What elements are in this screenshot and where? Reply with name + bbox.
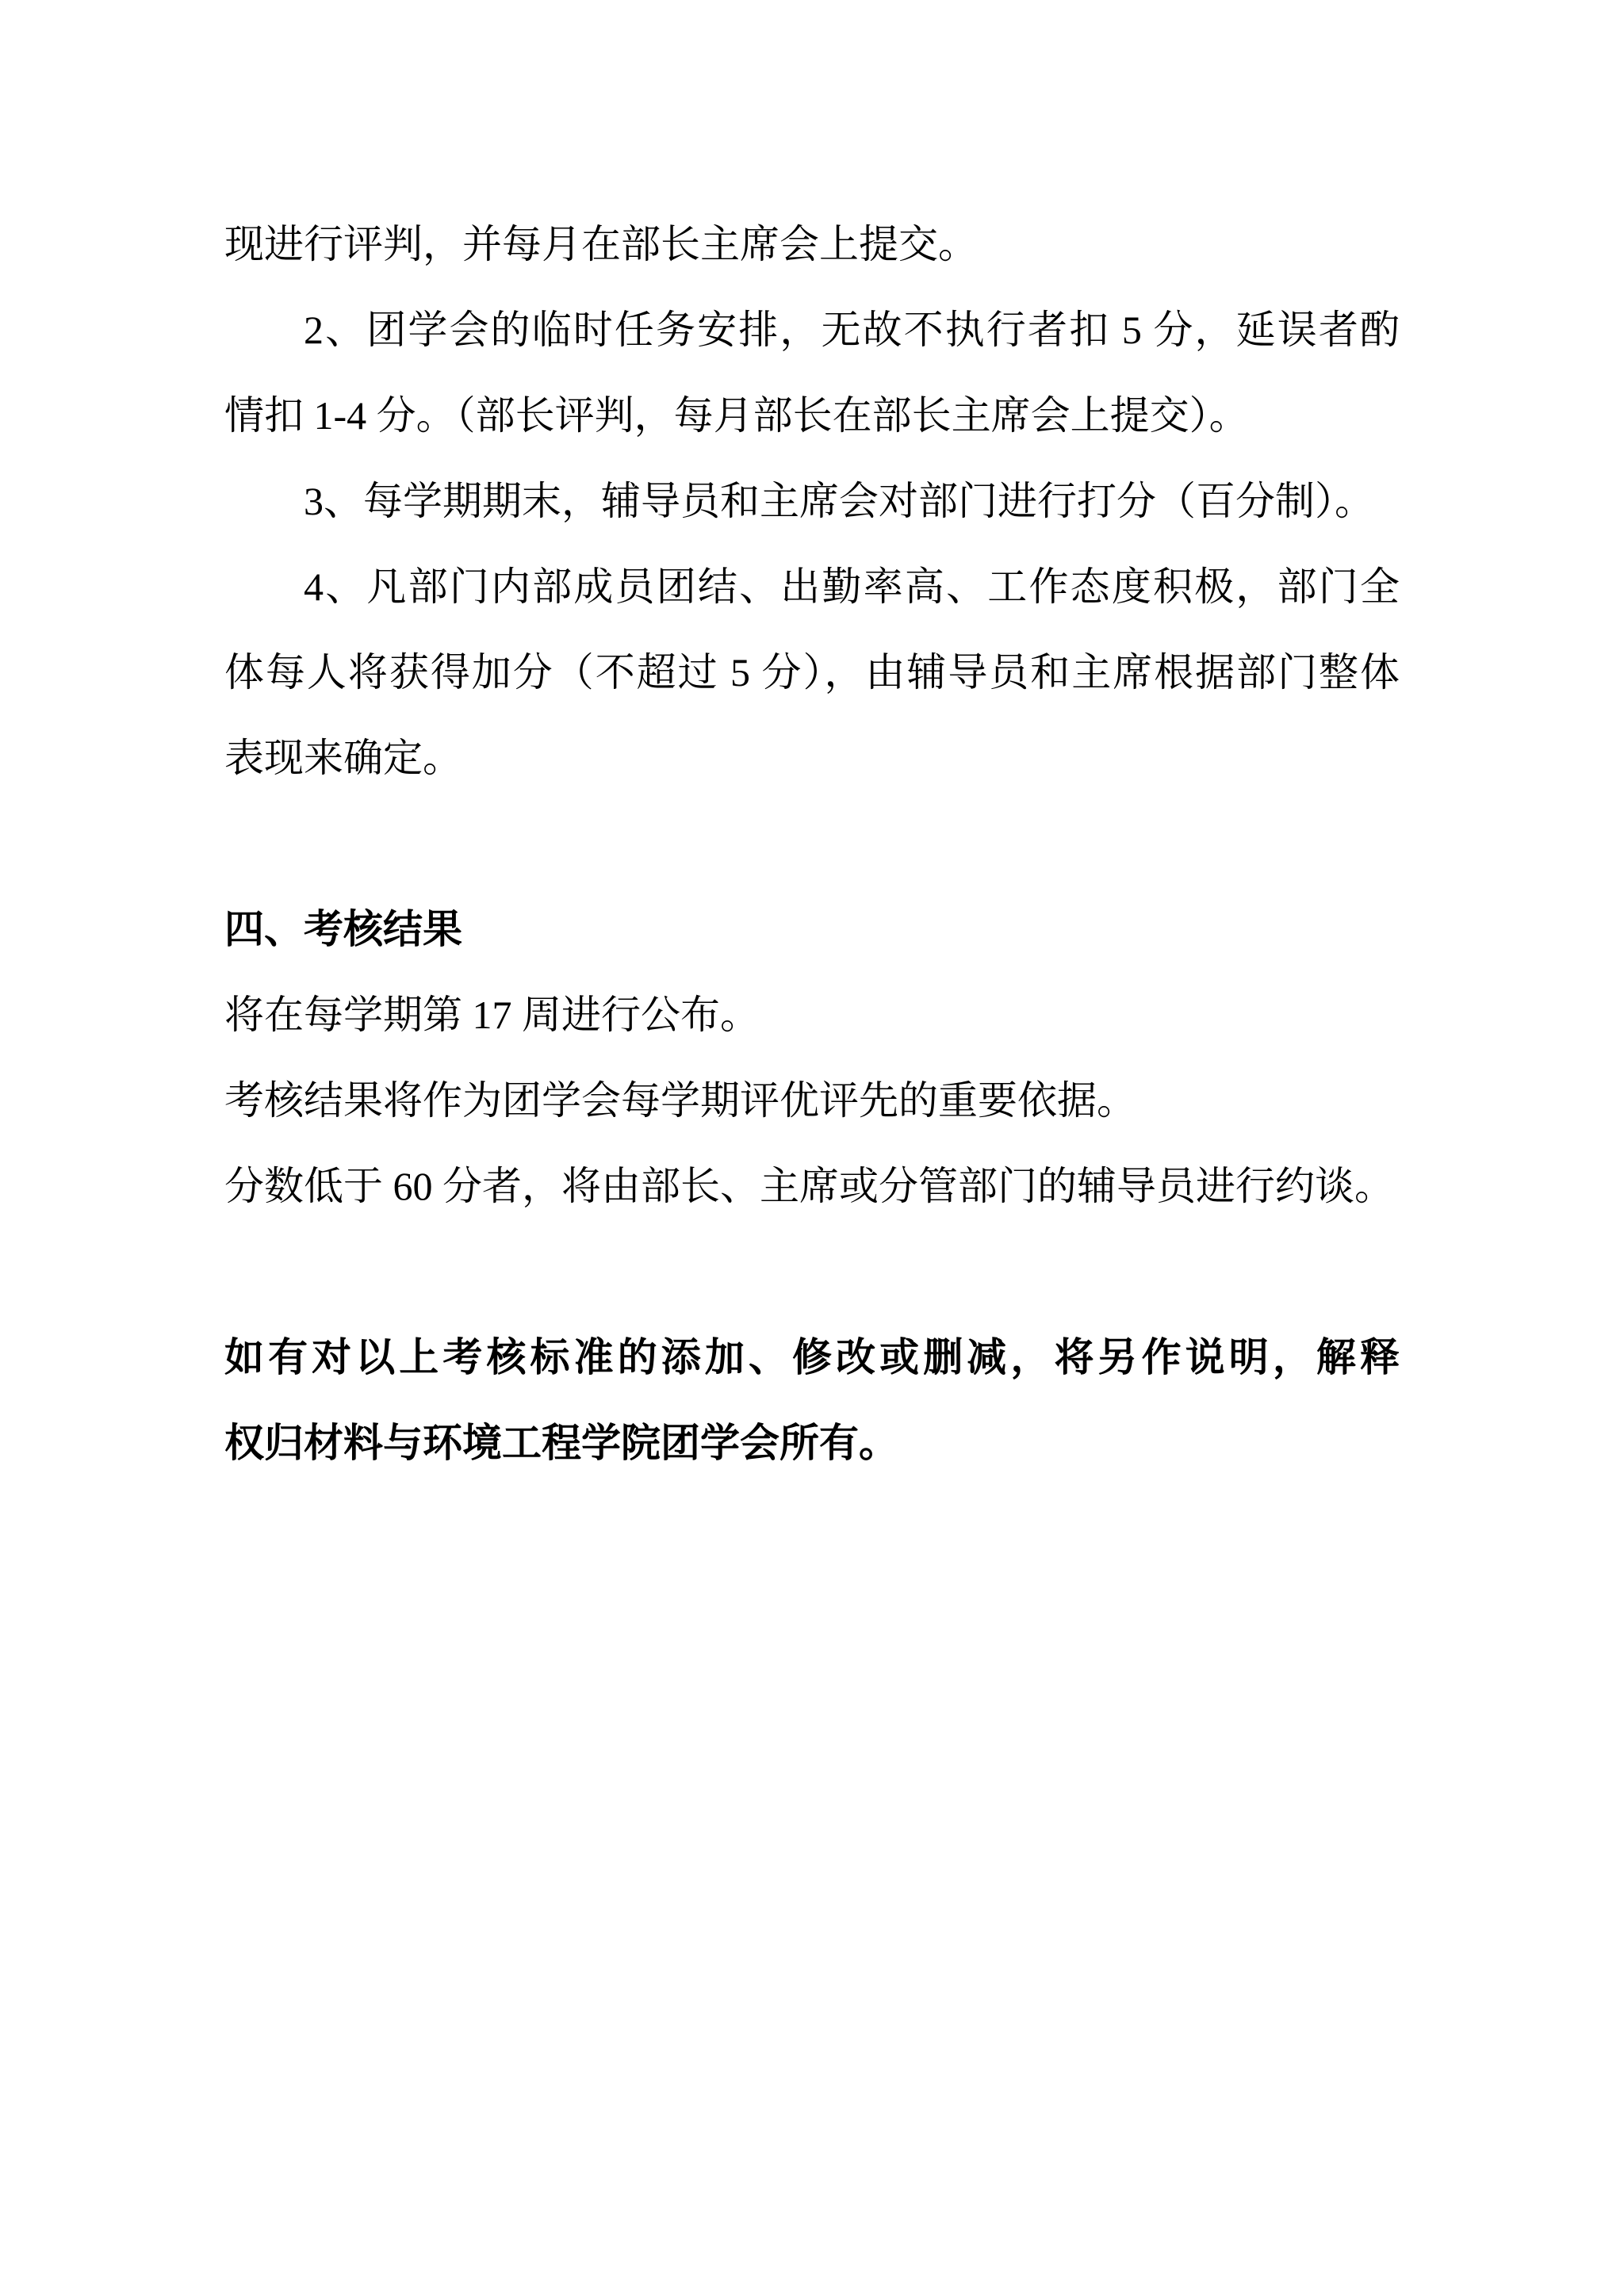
paragraph-result-basis bbox=[224, 1058, 1400, 1143]
text-line: 3、每学期期末，辅导员和主席会对部门进行打分（百分制）。 bbox=[304, 479, 1374, 523]
section-heading-4 bbox=[224, 886, 1400, 972]
text-line: 4、凡部门内部成员团结、出勤率高、工作态度积极，部门全 bbox=[304, 564, 1400, 609]
paragraph-result-interview bbox=[224, 1143, 1400, 1229]
text-line: 分数低于 60 分者，将由部长、主席或分管部门的辅导员进行约谈。 bbox=[224, 1164, 1394, 1208]
paragraph-continuation bbox=[224, 201, 1400, 287]
heading-text-line: 四、考核结果 bbox=[224, 907, 462, 951]
paragraph-result-publish bbox=[224, 972, 1400, 1058]
paragraph-item-2 bbox=[224, 287, 1400, 458]
blank-line bbox=[224, 1229, 1400, 1314]
paragraph-disclaimer bbox=[224, 1314, 1400, 1486]
blank-line bbox=[224, 801, 1400, 886]
text-line: 2、团学会的临时任务安排，无故不执行者扣 5 分，延误者酌 bbox=[304, 308, 1400, 352]
text-line: 如有对以上考核标准的添加、修改或删减，将另作说明，解释 bbox=[224, 1335, 1400, 1380]
paragraph-item-3 bbox=[224, 458, 1400, 544]
text-line: 体每人将获得加分（不超过 5 分），由辅导员和主席根据部门整体 bbox=[224, 650, 1400, 695]
document-body bbox=[224, 201, 1400, 1486]
text-line: 将在每学期第 17 周进行公布。 bbox=[224, 993, 760, 1037]
text-line: 情扣 1-4 分。（部长评判，每月部长在部长主席会上提交）。 bbox=[224, 393, 1249, 438]
paragraph-item-4 bbox=[224, 544, 1400, 801]
text-line: 考核结果将作为团学会每学期评优评先的重要依据。 bbox=[224, 1078, 1136, 1123]
text-line: 现进行评判，并每月在部长主席会上提交。 bbox=[224, 222, 978, 266]
text-line: 表现来确定。 bbox=[224, 736, 462, 780]
text-line: 权归材料与环境工程学院团学会所有。 bbox=[224, 1421, 898, 1465]
